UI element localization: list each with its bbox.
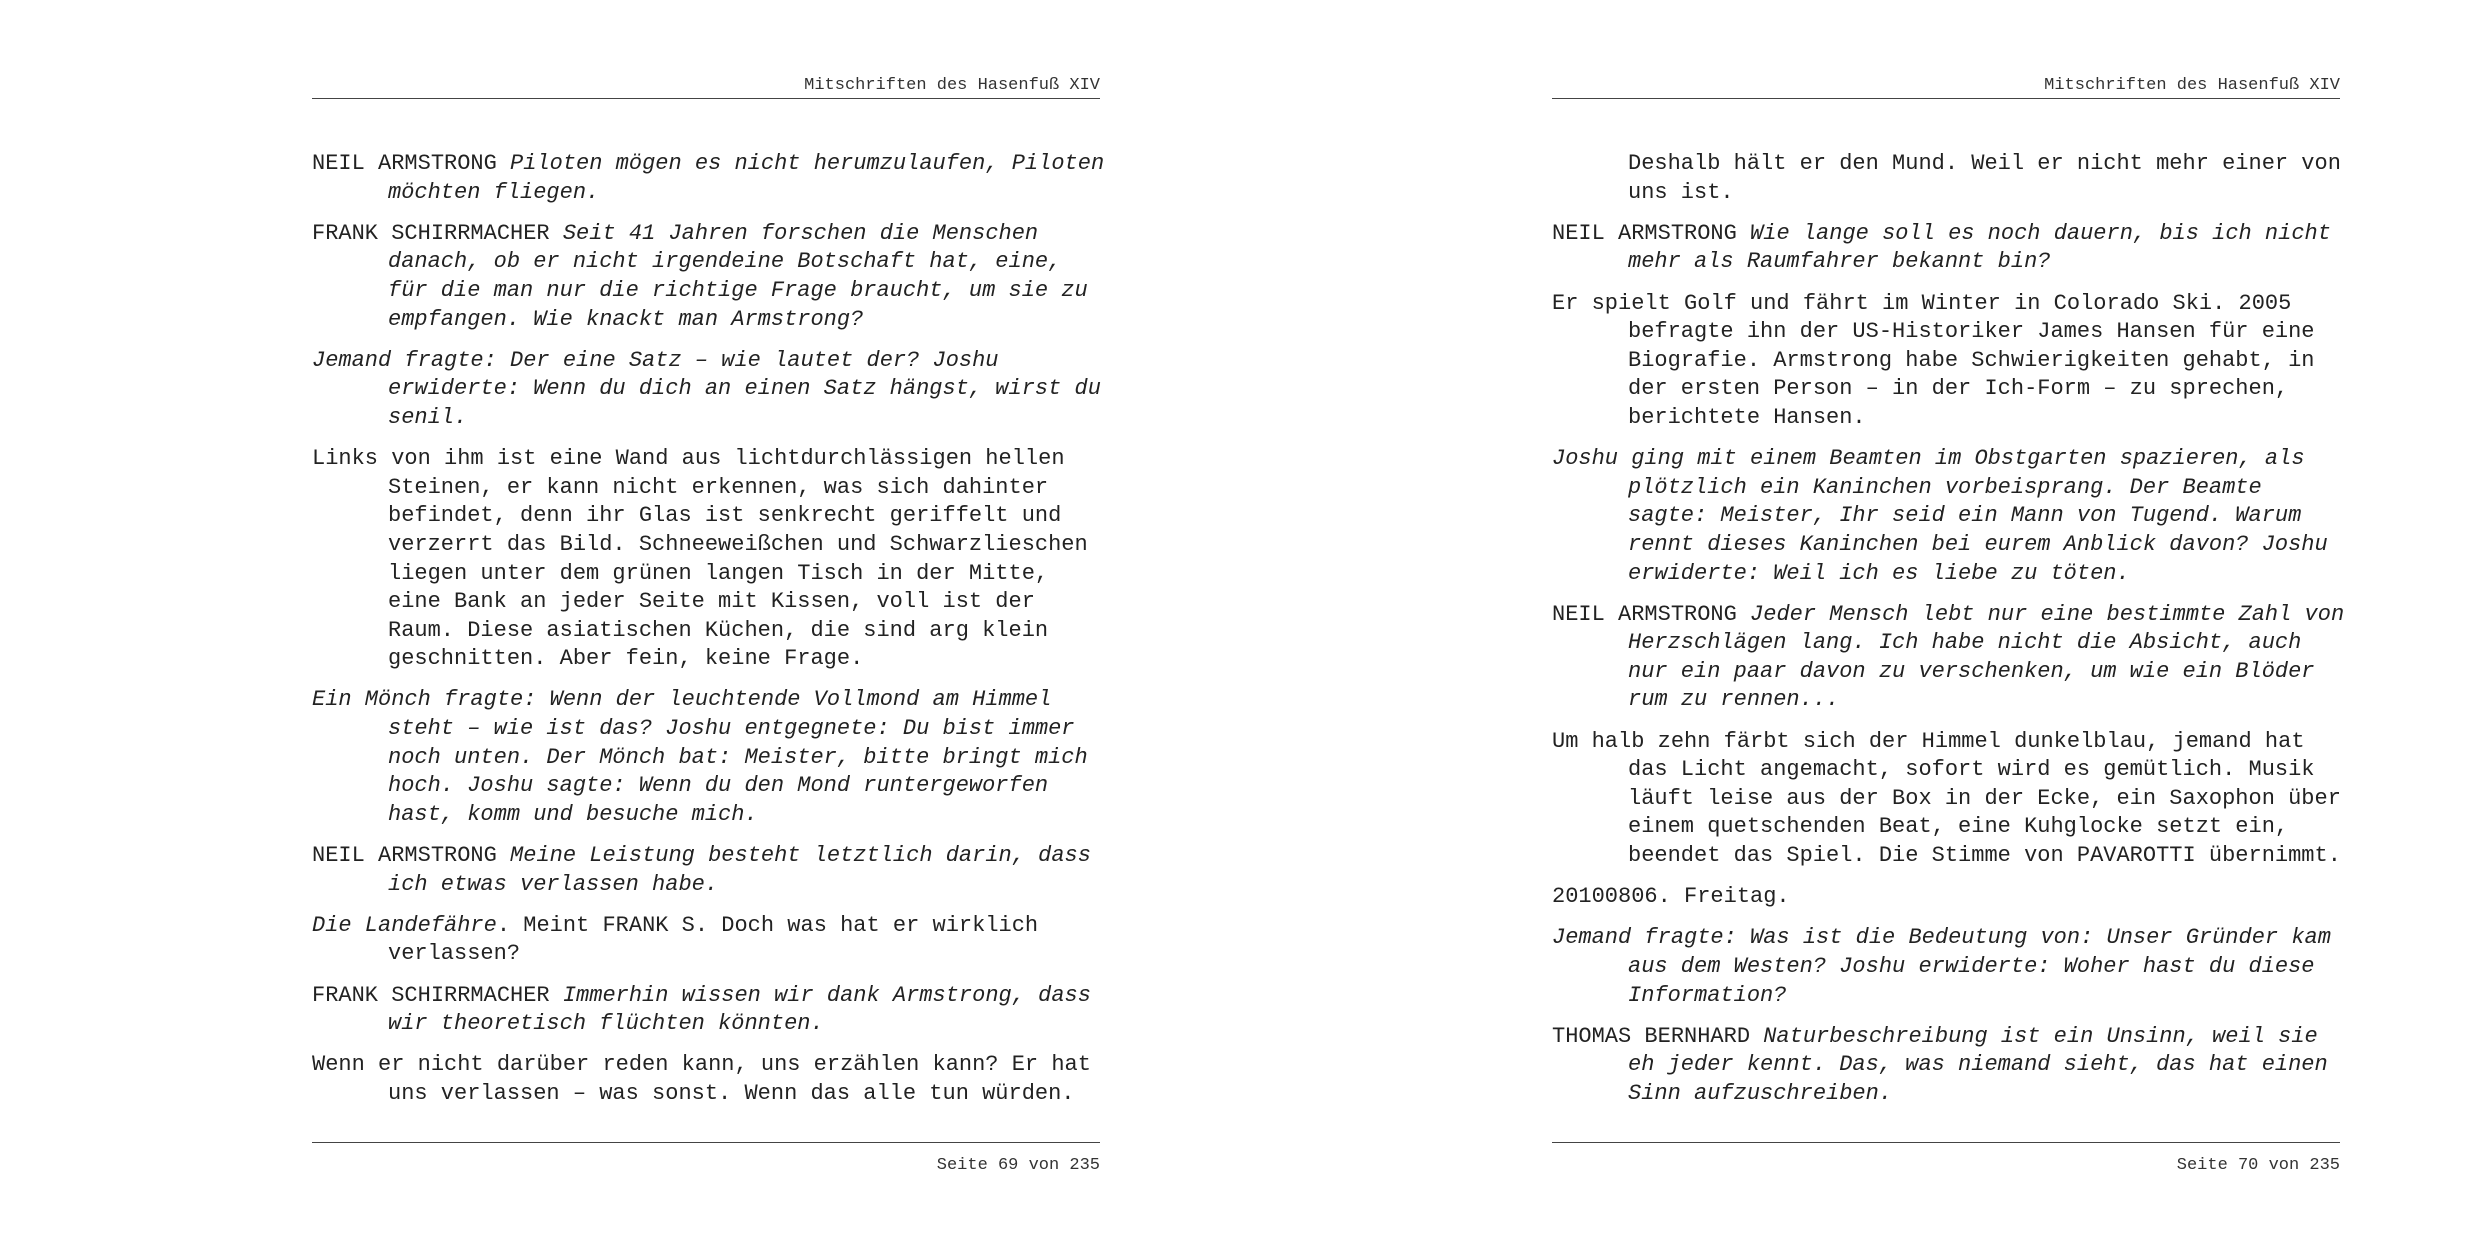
page-content — [1552, 150, 2352, 1121]
italic-text: Seit 41 Jahren forschen die Menschen danach, ob er nicht irgendeine Botschaft hat, eine, für die man nur die richtige Frage braucht, um sie zu empfangen. Wie knackt man Armstrong? — [388, 220, 1088, 332]
paragraph — [312, 347, 1112, 433]
italic-text: Wie lange soll es noch dauern, bis ich nicht mehr als Raumfahrer bekannt bin? — [1628, 220, 2331, 275]
footer-divider — [312, 1142, 1100, 1143]
speaker-text: THOMAS BERNHARD — [1552, 1023, 1764, 1049]
page-header: Mitschriften des Hasenfuß XIV — [2044, 76, 2340, 95]
speaker-text: Wenn er nicht darüber reden kann, uns erzählen kann? Er hat uns verlassen – was sonst. Wenn das alle tun würden. — [312, 1052, 1091, 1106]
paragraph — [1552, 601, 2352, 715]
speaker-text: NEIL ARMSTRONG — [1552, 601, 1751, 627]
right-page — [1240, 0, 2480, 1240]
italic-text: Joshu ging mit einem Beamten im Obstgarten spazieren, als plötzlich ein Kaninchen vorbeisprang. Der Beamte sagte: Meister, Ihr seid ein Mann von Tugend. Warum rennt dieses Kaninchen bei eurem Anblick davon? Joshu erwiderte: Weil ich es liebe zu töten. — [1552, 446, 2328, 586]
speaker-text: FRANK SCHIRRMACHER — [312, 982, 563, 1008]
speaker-text: NEIL ARMSTRONG — [312, 843, 511, 869]
paragraph — [312, 982, 1112, 1039]
plain-text: . Meint FRANK S. Doch was hat er wirklich verlassen? — [388, 912, 1039, 967]
paragraph — [312, 445, 1112, 674]
footer-divider — [1552, 1142, 2340, 1143]
speaker-text: Links von ihm ist eine Wand aus lichtdurchlässigen hellen Steinen, er kann nicht erkennen, was sich dahinter befindet, denn ihr Glas ist senkrecht geriffelt und verzerrt das Bild. Schneeweißchen und Schwarzlieschen liegen unter dem grünen langen Tisch in der Mitte, eine Bank an jeder Seite mit Kissen, voll ist der Raum. Diese asiatischen Küchen, die sind arg klein geschnitten. Aber fein, keine Frage. — [312, 446, 1088, 672]
italic-text: Jeder Mensch lebt nur eine bestimmte Zahl von Herzschlägen lang. Ich habe nicht die Absicht, auch nur ein paar davon zu verschenken, um wie ein Blöder rum zu rennen... — [1628, 601, 2345, 713]
continuation-paragraph: Deshalb hält er den Mund. Weil er nicht mehr einer von uns ist. — [1628, 151, 2341, 205]
page-number: Seite 70 von 235 — [2176, 1156, 2340, 1175]
speaker-text: NEIL ARMSTRONG — [1552, 220, 1751, 246]
paragraph — [312, 686, 1112, 829]
paragraph — [312, 842, 1112, 899]
paragraph — [1552, 445, 2352, 588]
paragraph — [1552, 1023, 2352, 1109]
paragraph — [312, 150, 1112, 207]
italic-text: Jemand fragte: Der eine Satz – wie lautet der? Joshu erwiderte: Wenn du dich an einen Satz hängst, wirst du senil. — [312, 347, 1101, 430]
italic-text: Die Landefähre — [312, 912, 497, 938]
italic-text: Immerhin wissen wir dank Armstrong, dass wir theoretisch flüchten könnten. — [388, 982, 1091, 1037]
italic-text: Jemand fragte: Was ist die Bedeutung von: Unser Gründer kam aus dem Westen? Joshu erwiderte: Woher hast du diese Information? — [1552, 925, 2331, 1008]
page-number: Seite 69 von 235 — [936, 1156, 1100, 1175]
paragraph — [1552, 924, 2352, 1010]
page-content — [312, 150, 1112, 1121]
page-header: Mitschriften des Hasenfuß XIV — [804, 76, 1100, 95]
speaker-text: Er spielt Golf und fährt im Winter in Colorado Ski. 2005 befragte ihn der US-Historiker James Hansen für eine Biografie. Armstrong habe Schwierigkeiten gehabt, in der ersten Person – in der Ich-Form – zu sprechen, berichtete Hansen. — [1552, 290, 2315, 430]
header-divider — [1552, 98, 2340, 99]
paragraph — [1552, 290, 2352, 433]
header-divider — [312, 98, 1100, 99]
paragraph — [312, 912, 1112, 969]
paragraph — [1552, 220, 2352, 277]
paragraph — [312, 220, 1112, 334]
italic-text: Naturbeschreibung ist ein Unsinn, weil sie eh jeder kennt. Das, was niemand sieht, das hat einen Sinn aufzuschreiben. — [1628, 1023, 2328, 1106]
paragraph — [1552, 728, 2352, 871]
italic-text: Piloten mögen es nicht herumzulaufen, Piloten möchten fliegen. — [388, 151, 1105, 205]
italic-text: Ein Mönch fragte: Wenn der leuchtende Vollmond am Himmel steht – wie ist das? Joshu entgegnete: Du bist immer noch unten. Der Mönch bat: Meister, bitte bringt mich hoch. Joshu sagte: Wenn du den Mond runtergeworfen hast, komm und besuche mich. — [312, 687, 1088, 827]
speaker-text: Um halb zehn färbt sich der Himmel dunkelblau, jemand hat das Licht angemacht, sofort wird es gemütlich. Musik läuft leise aus der Box in der Ecke, ein Saxophon über einem quetschenden Beat, eine Kuhglocke setzt ein, beendet das Spiel. Die Stimme von PAVAROTTI übernimmt. — [1552, 728, 2341, 869]
speaker-text: FRANK SCHIRRMACHER — [312, 220, 563, 246]
paragraph — [312, 1051, 1112, 1108]
italic-text: Meine Leistung besteht letztlich darin, dass ich etwas verlassen habe. — [388, 843, 1091, 897]
paragraph — [1552, 883, 2352, 912]
speaker-text: NEIL ARMSTRONG — [312, 151, 511, 176]
speaker-text: 20100806. Freitag. — [1552, 884, 1790, 910]
